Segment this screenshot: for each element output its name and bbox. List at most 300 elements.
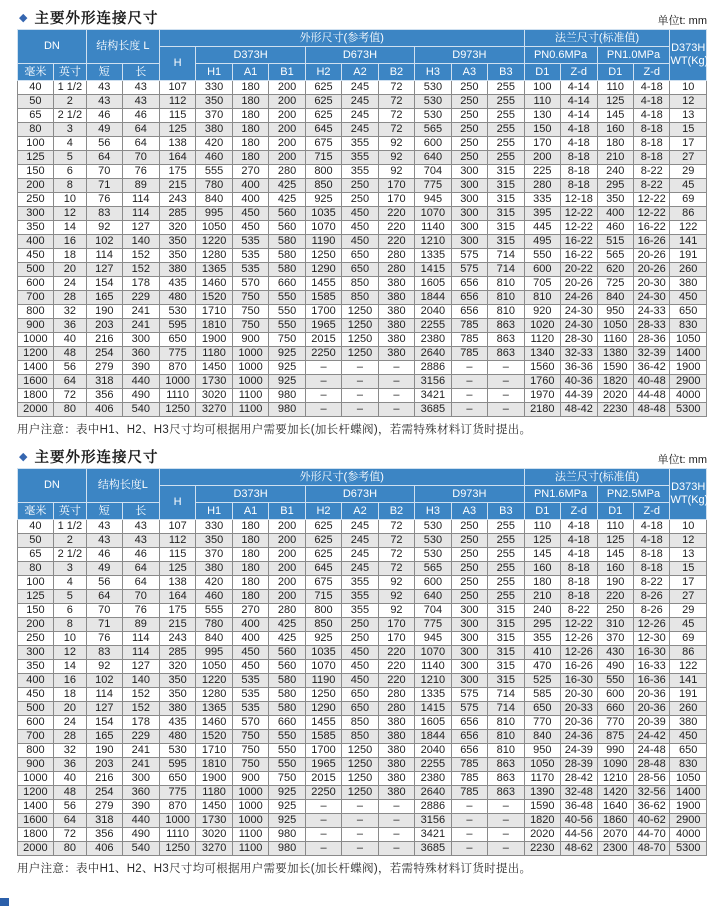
table-cell: 980 — [269, 828, 305, 842]
table-cell: 660 — [269, 277, 305, 291]
table-cell: 240 — [597, 165, 633, 179]
table-cell: 580 — [269, 702, 305, 716]
table-cell: 300 — [451, 207, 487, 221]
table-cell: 1250 — [342, 786, 378, 800]
table-cell: 36-48 — [561, 800, 597, 814]
table-cell: 36-62 — [633, 800, 669, 814]
table-cell: 16-36 — [633, 674, 669, 688]
table-cell: 785 — [451, 772, 487, 786]
table-cell: 1520 — [196, 730, 232, 744]
table-row — [18, 772, 707, 786]
table-cell: 750 — [232, 291, 268, 305]
table-cell: 4-18 — [561, 534, 597, 548]
table-cell: 640 — [415, 151, 451, 165]
table-cell: 24 — [53, 277, 86, 291]
table-cell: 138 — [159, 576, 195, 590]
section-1-title — [17, 7, 158, 28]
table-cell: 295 — [597, 179, 633, 193]
header-model-group: D673H — [305, 486, 414, 503]
table-cell: 86 — [670, 646, 707, 660]
table-cell: 27 — [670, 590, 707, 604]
table-cell: 3270 — [196, 403, 232, 417]
table-cell: 810 — [488, 730, 524, 744]
table-cell: 595 — [159, 319, 195, 333]
table-cell: 200 — [269, 95, 305, 109]
table-cell: 450 — [232, 207, 268, 221]
header-subcol: H3 — [415, 503, 451, 520]
table-cell: 20-36 — [633, 688, 669, 702]
table-cell: 1585 — [305, 291, 341, 305]
table-cell: 850 — [305, 179, 341, 193]
header-flange-group: 法兰尺寸(标准值) — [524, 30, 670, 47]
table-cell: 190 — [597, 576, 633, 590]
table-cell: 1100 — [232, 842, 268, 856]
table-cell: 12-26 — [561, 646, 597, 660]
spec-table-2-header — [18, 469, 707, 520]
table-cell: 48-70 — [633, 842, 669, 856]
table-row — [18, 548, 707, 562]
table-cell: 900 — [18, 319, 54, 333]
table-cell: 315 — [488, 193, 524, 207]
table-cell: 18 — [53, 688, 86, 702]
diamond-bullet-icon: ◆ — [19, 12, 28, 24]
table-cell: 141 — [670, 674, 707, 688]
table-cell: 2900 — [670, 375, 707, 389]
header-outline-group: 外形尺寸(参考值) — [159, 30, 524, 47]
table-cell: 1900 — [196, 333, 232, 347]
table-cell: 40 — [53, 772, 86, 786]
table-cell: 830 — [670, 758, 707, 772]
table-cell: 850 — [342, 291, 378, 305]
table-cell: 800 — [305, 165, 341, 179]
table-row — [18, 562, 707, 576]
table-cell: 565 — [415, 123, 451, 137]
table-cell: 164 — [159, 151, 195, 165]
table-cell: 2255 — [415, 319, 451, 333]
table-cell: 315 — [488, 235, 524, 249]
table-cell: 775 — [415, 179, 451, 193]
table-cell: 210 — [597, 151, 633, 165]
table-cell: 70 — [122, 590, 159, 604]
table-cell: 260 — [670, 263, 707, 277]
table-cell: 8-18 — [561, 562, 597, 576]
header-subcol: B2 — [378, 503, 414, 520]
table-cell: 380 — [378, 333, 414, 347]
table-cell: 254 — [86, 347, 122, 361]
header-model-group: D373H — [196, 486, 305, 503]
header-subcol: A2 — [342, 503, 378, 520]
table-cell: 840 — [196, 632, 232, 646]
table-cell: 550 — [524, 249, 560, 263]
unit-label: 单位t: mm — [657, 15, 707, 27]
table-cell: 925 — [269, 786, 305, 800]
table-row — [18, 95, 707, 109]
table-cell: 8-18 — [633, 123, 669, 137]
table-cell: 460 — [597, 221, 633, 235]
table-cell: 406 — [86, 842, 122, 856]
table-cell: 425 — [269, 632, 305, 646]
header-outline-group: 外形尺寸(参考值) — [159, 469, 524, 486]
table-cell: 380 — [378, 291, 414, 305]
table-cell: 560 — [269, 221, 305, 235]
table-cell: 450 — [670, 730, 707, 744]
table-cell: 6 — [53, 165, 86, 179]
table-cell: 460 — [196, 151, 232, 165]
table-cell: 180 — [232, 590, 268, 604]
header-h: H — [159, 47, 195, 81]
page-corner-mark — [0, 898, 9, 906]
table-cell: 270 — [232, 604, 268, 618]
table-cell: 92 — [378, 590, 414, 604]
table-cell: 530 — [415, 95, 451, 109]
table-cell: 535 — [232, 249, 268, 263]
table-cell: 255 — [488, 95, 524, 109]
table-cell: 1000 — [232, 347, 268, 361]
table-cell: 810 — [488, 277, 524, 291]
table-cell: 750 — [232, 744, 268, 758]
table-cell: 2640 — [415, 786, 451, 800]
table-cell: 656 — [451, 730, 487, 744]
table-cell: 1050 — [524, 758, 560, 772]
header-flange-group: 法兰尺寸(标准值) — [524, 469, 670, 486]
table-cell: – — [488, 814, 524, 828]
table-cell: 356 — [86, 828, 122, 842]
table-cell: 780 — [196, 179, 232, 193]
table-cell: 300 — [451, 235, 487, 249]
table-cell: 229 — [122, 291, 159, 305]
table-row — [18, 165, 707, 179]
table-cell: 191 — [670, 249, 707, 263]
table-cell: 2640 — [415, 347, 451, 361]
table-cell: 800 — [18, 744, 54, 758]
table-cell: 4000 — [670, 828, 707, 842]
table-cell: 704 — [415, 604, 451, 618]
table-cell: 4-18 — [633, 109, 669, 123]
table-cell: 490 — [597, 660, 633, 674]
table-cell: 152 — [122, 688, 159, 702]
table-cell: 410 — [524, 646, 560, 660]
table-cell: 1335 — [415, 249, 451, 263]
table-cell: 13 — [670, 548, 707, 562]
table-row — [18, 604, 707, 618]
table-cell: 8-18 — [561, 151, 597, 165]
table-cell: 350 — [18, 221, 54, 235]
table-cell: – — [342, 361, 378, 375]
table-cell: 450 — [232, 221, 268, 235]
table-cell: 380 — [378, 730, 414, 744]
table-cell: 1600 — [18, 375, 54, 389]
table-cell: 1335 — [415, 688, 451, 702]
table-cell: 200 — [269, 576, 305, 590]
table-cell: 200 — [269, 81, 305, 95]
table-cell: 72 — [378, 562, 414, 576]
table-cell: 380 — [378, 347, 414, 361]
table-cell: 550 — [269, 305, 305, 319]
table-cell: 40-48 — [633, 375, 669, 389]
table-cell: 530 — [159, 305, 195, 319]
table-cell: 300 — [122, 772, 159, 786]
table-cell: 1280 — [196, 249, 232, 263]
table-cell: 102 — [86, 674, 122, 688]
table-cell: 43 — [122, 81, 159, 95]
table-cell: 430 — [597, 646, 633, 660]
table-cell: 1250 — [305, 688, 341, 702]
table-cell: – — [488, 389, 524, 403]
table-cell: 810 — [488, 744, 524, 758]
table-cell: 1844 — [415, 291, 451, 305]
table-cell: 203 — [86, 319, 122, 333]
header-pressure-group: PN1.6MPa — [524, 486, 597, 503]
table-cell: 180 — [232, 109, 268, 123]
table-cell: – — [451, 828, 487, 842]
table-cell: 870 — [159, 800, 195, 814]
table-cell: 71 — [86, 179, 122, 193]
table-cell: 1140 — [415, 660, 451, 674]
table-cell: 14 — [53, 660, 86, 674]
table-cell: 420 — [196, 137, 232, 151]
table-cell: 775 — [159, 786, 195, 800]
table-cell: 279 — [86, 800, 122, 814]
table-cell: 925 — [269, 800, 305, 814]
table-cell: 650 — [670, 744, 707, 758]
table-cell: 300 — [18, 207, 54, 221]
table-cell: 24-33 — [633, 305, 669, 319]
table-cell: 625 — [305, 534, 341, 548]
table-cell: 72 — [378, 548, 414, 562]
table-cell: 500 — [18, 263, 54, 277]
table-cell: 400 — [18, 235, 54, 249]
table-cell: 3 — [53, 562, 86, 576]
table-cell: 1000 — [232, 814, 268, 828]
table-cell: 625 — [305, 520, 341, 534]
table-cell: 1520 — [196, 291, 232, 305]
table-cell: 585 — [524, 688, 560, 702]
table-cell: 770 — [524, 716, 560, 730]
table-cell: 32-39 — [633, 347, 669, 361]
table-cell: 355 — [342, 151, 378, 165]
table-cell: 550 — [269, 291, 305, 305]
table-cell: 110 — [597, 520, 633, 534]
table-cell: 656 — [451, 305, 487, 319]
table-cell: – — [378, 800, 414, 814]
table-cell: 250 — [451, 562, 487, 576]
table-cell: 515 — [597, 235, 633, 249]
header-subcol: D1 — [524, 503, 560, 520]
table-cell: 2230 — [524, 842, 560, 856]
table-cell: 660 — [269, 716, 305, 730]
table-cell: 800 — [305, 604, 341, 618]
table-cell: 13 — [670, 109, 707, 123]
table-row — [18, 375, 707, 389]
table-cell: 32-56 — [633, 786, 669, 800]
table-cell: 1000 — [18, 772, 54, 786]
table-cell: 580 — [269, 235, 305, 249]
table-cell: 1210 — [415, 674, 451, 688]
table-cell: 4 — [53, 576, 86, 590]
table-cell: 435 — [159, 277, 195, 291]
table-cell: 675 — [305, 576, 341, 590]
table-row — [18, 403, 707, 417]
table-cell: 1035 — [305, 207, 341, 221]
table-cell: 180 — [597, 137, 633, 151]
table-cell: 1160 — [597, 333, 633, 347]
table-cell: 1250 — [342, 347, 378, 361]
table-cell: 12-22 — [561, 207, 597, 221]
table-cell: 1000 — [159, 375, 195, 389]
table-cell: 650 — [159, 333, 195, 347]
header-subcol: A3 — [451, 503, 487, 520]
table-cell: 830 — [670, 319, 707, 333]
section-2-title-row — [17, 443, 707, 467]
table-cell: 714 — [488, 249, 524, 263]
table-cell: 355 — [342, 576, 378, 590]
table-cell: 1965 — [305, 319, 341, 333]
table-cell: 1415 — [415, 702, 451, 716]
table-cell: 650 — [342, 263, 378, 277]
table-cell: 280 — [378, 688, 414, 702]
table-cell: 1180 — [196, 347, 232, 361]
table-cell: 1450 — [196, 800, 232, 814]
table-cell: 750 — [232, 730, 268, 744]
table-cell: – — [342, 389, 378, 403]
table-cell: 600 — [18, 716, 54, 730]
table-cell: 335 — [524, 193, 560, 207]
table-cell: 125 — [159, 562, 195, 576]
table-cell: 240 — [524, 604, 560, 618]
table-cell: 44-48 — [633, 389, 669, 403]
table-cell: 320 — [159, 660, 195, 674]
header-structure-length: 结构长度 L — [86, 30, 159, 64]
table-cell: 2 1/2 — [53, 548, 86, 562]
table-cell: 990 — [597, 744, 633, 758]
table-row — [18, 249, 707, 263]
table-cell: 1900 — [670, 800, 707, 814]
table-cell: 1250 — [342, 319, 378, 333]
table-cell: 8-18 — [633, 548, 669, 562]
table-cell: – — [305, 828, 341, 842]
table-cell: 89 — [122, 179, 159, 193]
table-cell: 550 — [269, 744, 305, 758]
table-cell: 785 — [451, 758, 487, 772]
table-cell: 625 — [305, 548, 341, 562]
table-cell: 250 — [342, 618, 378, 632]
table-cell: 300 — [451, 660, 487, 674]
table-cell: 110 — [524, 95, 560, 109]
table-cell: 29 — [670, 165, 707, 179]
table-cell: 4-18 — [561, 137, 597, 151]
table-cell: 380 — [196, 562, 232, 576]
table-cell: 1110 — [159, 389, 195, 403]
table-cell: 700 — [18, 291, 54, 305]
table-cell: 100 — [18, 576, 54, 590]
table-cell: 8-26 — [633, 604, 669, 618]
table-cell: 300 — [451, 179, 487, 193]
table-cell: 2000 — [18, 842, 54, 856]
table-cell: 1380 — [597, 347, 633, 361]
table-row — [18, 137, 707, 151]
table-cell: 64 — [122, 576, 159, 590]
table-cell: 850 — [305, 618, 341, 632]
table-row — [18, 193, 707, 207]
table-cell: – — [451, 389, 487, 403]
table-cell: 925 — [269, 814, 305, 828]
table-cell: 2015 — [305, 333, 341, 347]
table-cell: 1365 — [196, 263, 232, 277]
table-cell: 535 — [232, 263, 268, 277]
table-cell: 36 — [53, 758, 86, 772]
table-cell: 92 — [86, 660, 122, 674]
table-cell: 180 — [232, 137, 268, 151]
table-cell: 863 — [488, 333, 524, 347]
table-cell: 16 — [53, 674, 86, 688]
table-cell: 1600 — [18, 814, 54, 828]
table-row — [18, 660, 707, 674]
table-cell: 1290 — [305, 702, 341, 716]
table-cell: 350 — [159, 249, 195, 263]
table-cell: 4000 — [670, 389, 707, 403]
table-cell: 785 — [451, 347, 487, 361]
table-cell: 4-18 — [561, 520, 597, 534]
table-cell: 80 — [53, 403, 86, 417]
table-cell: 440 — [122, 814, 159, 828]
table-cell: 1585 — [305, 730, 341, 744]
header-subcol: H1 — [196, 503, 232, 520]
table-cell: 380 — [378, 758, 414, 772]
table-cell: 980 — [269, 842, 305, 856]
table-cell: 535 — [232, 674, 268, 688]
table-cell: 4-18 — [633, 520, 669, 534]
table-cell: 714 — [488, 702, 524, 716]
table-cell: 32-33 — [561, 347, 597, 361]
table-cell: – — [451, 375, 487, 389]
table-cell: 114 — [122, 207, 159, 221]
table-cell: 550 — [269, 758, 305, 772]
table-cell: 1730 — [196, 375, 232, 389]
table-cell: 1900 — [196, 772, 232, 786]
table-cell: 350 — [18, 660, 54, 674]
table-cell: 220 — [597, 590, 633, 604]
table-cell: – — [378, 389, 414, 403]
table-cell: 1590 — [597, 361, 633, 375]
table-cell: 70 — [86, 165, 122, 179]
table-cell: 360 — [122, 786, 159, 800]
table-cell: 43 — [122, 520, 159, 534]
table-cell: 245 — [342, 95, 378, 109]
table-cell: 72 — [378, 109, 414, 123]
table-cell: 280 — [524, 179, 560, 193]
header-subcol: D1 — [524, 64, 560, 81]
table-cell: 141 — [670, 235, 707, 249]
table-cell: 46 — [122, 548, 159, 562]
table-cell: 2000 — [18, 403, 54, 417]
table-cell: – — [305, 389, 341, 403]
table-cell: 580 — [269, 249, 305, 263]
table-cell: 1140 — [415, 221, 451, 235]
table-cell: 625 — [305, 109, 341, 123]
table-cell: 535 — [232, 702, 268, 716]
table-row — [18, 758, 707, 772]
table-cell: 92 — [378, 604, 414, 618]
table-cell: 1455 — [305, 716, 341, 730]
table-cell: 1 1/2 — [53, 520, 86, 534]
table-cell: 810 — [488, 291, 524, 305]
table-cell: – — [305, 814, 341, 828]
table-cell: 1250 — [305, 249, 341, 263]
table-cell: 250 — [451, 590, 487, 604]
header-model-group: D973H — [415, 486, 524, 503]
table-cell: 1000 — [232, 361, 268, 375]
table-cell: 24-39 — [561, 744, 597, 758]
